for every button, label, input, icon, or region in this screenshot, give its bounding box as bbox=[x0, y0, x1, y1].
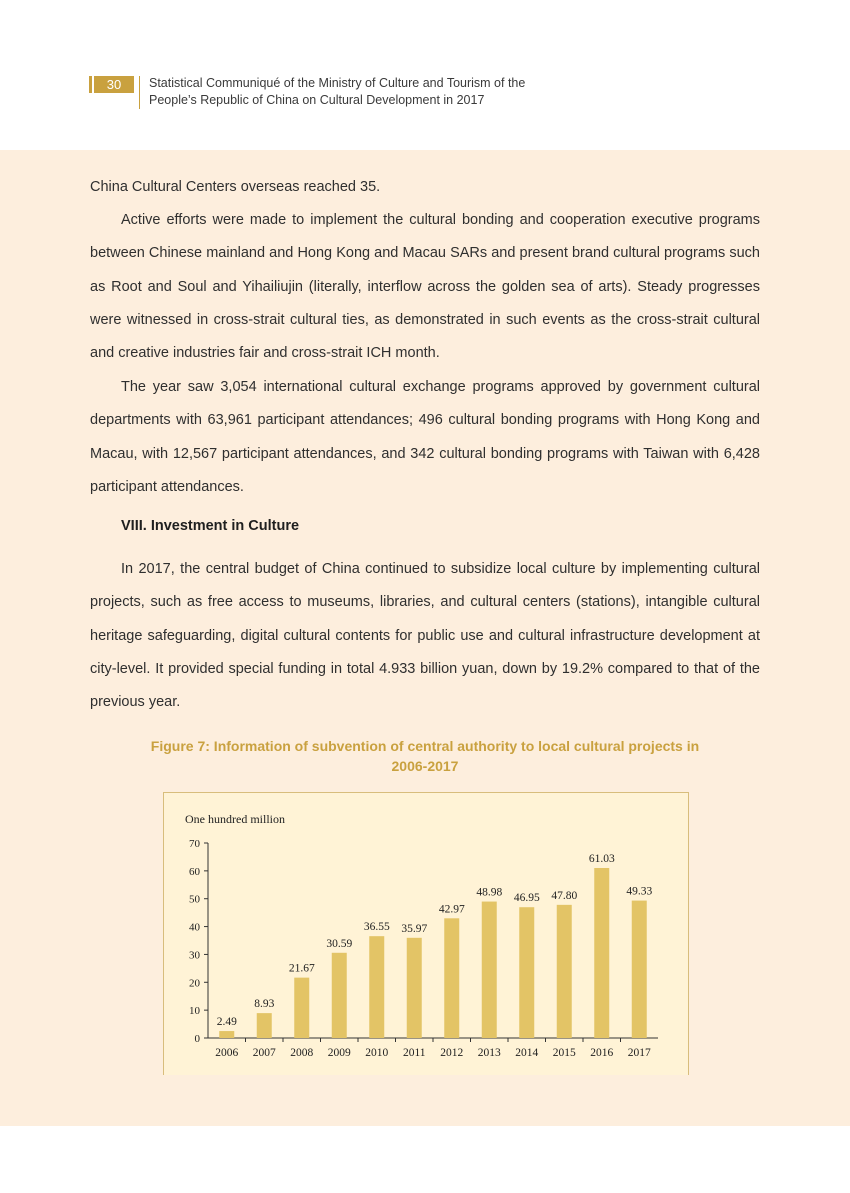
bar-chart-svg bbox=[164, 793, 688, 1075]
data-label-2012: 42.97 bbox=[438, 903, 465, 916]
header-title bbox=[149, 75, 669, 109]
section-heading: VIII. Investment in Culture bbox=[121, 518, 300, 534]
x-tick-label-2016: 2016 bbox=[590, 1047, 614, 1059]
bar-2006 bbox=[219, 1031, 234, 1038]
data-label-2017: 49.33 bbox=[626, 885, 653, 898]
bar-2012 bbox=[444, 918, 459, 1038]
data-label-2015: 47.80 bbox=[551, 889, 578, 902]
header-title-line2: People’s Republic of China on Cultural Development in 2017 bbox=[149, 93, 485, 107]
bar-2017 bbox=[632, 901, 647, 1038]
page-footer bbox=[0, 1126, 850, 1193]
x-tick-label-2008: 2008 bbox=[290, 1047, 314, 1059]
data-label-2016: 61.03 bbox=[588, 852, 615, 865]
bar-2009 bbox=[332, 953, 347, 1038]
x-tick-label-2011: 2011 bbox=[402, 1047, 426, 1059]
paragraph-exchange-programs: The year saw 3,054 international cultural exchange programs approved by government cultural departments with 63,961 participant attendances; 496 cultural bonding programs with Hong Kong and Macau, with 12,567 participant attendances, and 342 cultural bonding programs with Taiwan with 6,428 participant attendances. bbox=[90, 379, 760, 495]
x-tick-label-2007: 2007 bbox=[252, 1047, 276, 1059]
x-tick-label-2012: 2012 bbox=[440, 1047, 464, 1059]
x-tick-label-2013: 2013 bbox=[477, 1047, 501, 1059]
bar-2013 bbox=[482, 902, 497, 1038]
figure-caption bbox=[150, 736, 700, 776]
y-tick-label: 40 bbox=[189, 921, 200, 934]
y-tick-label: 50 bbox=[189, 893, 200, 906]
bar-chart bbox=[163, 792, 689, 1075]
page-number: 30 bbox=[92, 76, 134, 93]
y-tick-label: 60 bbox=[189, 865, 200, 878]
y-tick-label: 10 bbox=[189, 1005, 200, 1018]
bar-2015 bbox=[557, 905, 572, 1038]
x-tick-label-2010: 2010 bbox=[365, 1047, 389, 1059]
x-tick-label-2015: 2015 bbox=[552, 1047, 576, 1059]
y-tick-label: 30 bbox=[189, 949, 200, 962]
data-label-2006: 2.49 bbox=[216, 1016, 237, 1029]
header-title-line1: Statistical Communiqué of the Ministry of Culture and Tourism of the bbox=[149, 76, 526, 90]
x-tick-label-2009: 2009 bbox=[327, 1047, 351, 1059]
data-label-2007: 8.93 bbox=[254, 998, 275, 1011]
chart-bars bbox=[217, 853, 653, 1038]
paragraph-investment: In 2017, the central budget of China continued to subsidize local culture by implementing cultural projects, such as free access to museums, libraries, and cultural centers (stations), intangible cultural heritage safeguarding, digital cultural contents for public use and cultural infrastructure development at city-level. It provided special funding in total 4.933 billion yuan, down by 19.2% compared to that of the previous year. bbox=[90, 561, 760, 711]
paragraph-cultural-bonding: Active efforts were made to implement the cultural bonding and cooperation executive programs between Chinese mainland and Hong Kong and Macau SARs and present brand cultural programs such as Root and Soul and Yihailiujin (literally, interflow across the golden sea of arts). Steady progresses were witnessed in cross-strait cultural ties, as demonstrated in such events as the cross-strait cultural and creative industries fair and cross-strait ICH month. bbox=[90, 212, 760, 362]
x-tick-label-2006: 2006 bbox=[215, 1047, 239, 1059]
page-header bbox=[0, 0, 850, 150]
data-label-2014: 46.95 bbox=[513, 892, 540, 905]
y-tick-label: 0 bbox=[194, 1033, 200, 1045]
header-divider bbox=[139, 76, 140, 109]
x-tick-label-2014: 2014 bbox=[515, 1047, 539, 1059]
data-label-2010: 36.55 bbox=[363, 921, 390, 934]
data-label-2008: 21.67 bbox=[288, 962, 315, 975]
bar-2016 bbox=[594, 868, 609, 1038]
y-tick-label: 20 bbox=[189, 977, 200, 990]
bar-2014 bbox=[519, 907, 534, 1038]
paragraph-overseas-centers: China Cultural Centers overseas reached 35. bbox=[90, 179, 381, 195]
bar-2008 bbox=[294, 978, 309, 1038]
x-tick-label-2017: 2017 bbox=[627, 1047, 651, 1059]
y-axis-unit-label: One hundred million bbox=[185, 812, 285, 826]
bar-2007 bbox=[257, 1013, 272, 1038]
y-tick-label: 70 bbox=[189, 838, 200, 850]
figure-caption-line2: 2006-2017 bbox=[391, 758, 459, 774]
data-label-2011: 35.97 bbox=[401, 922, 428, 935]
bar-2011 bbox=[407, 938, 422, 1038]
data-label-2009: 30.59 bbox=[326, 937, 353, 950]
data-label-2013: 48.98 bbox=[476, 886, 503, 899]
figure-caption-line1: Figure 7: Information of subvention of central authority to local cultural projects in bbox=[150, 738, 700, 754]
bar-2010 bbox=[369, 936, 384, 1038]
page-body bbox=[0, 150, 850, 1126]
